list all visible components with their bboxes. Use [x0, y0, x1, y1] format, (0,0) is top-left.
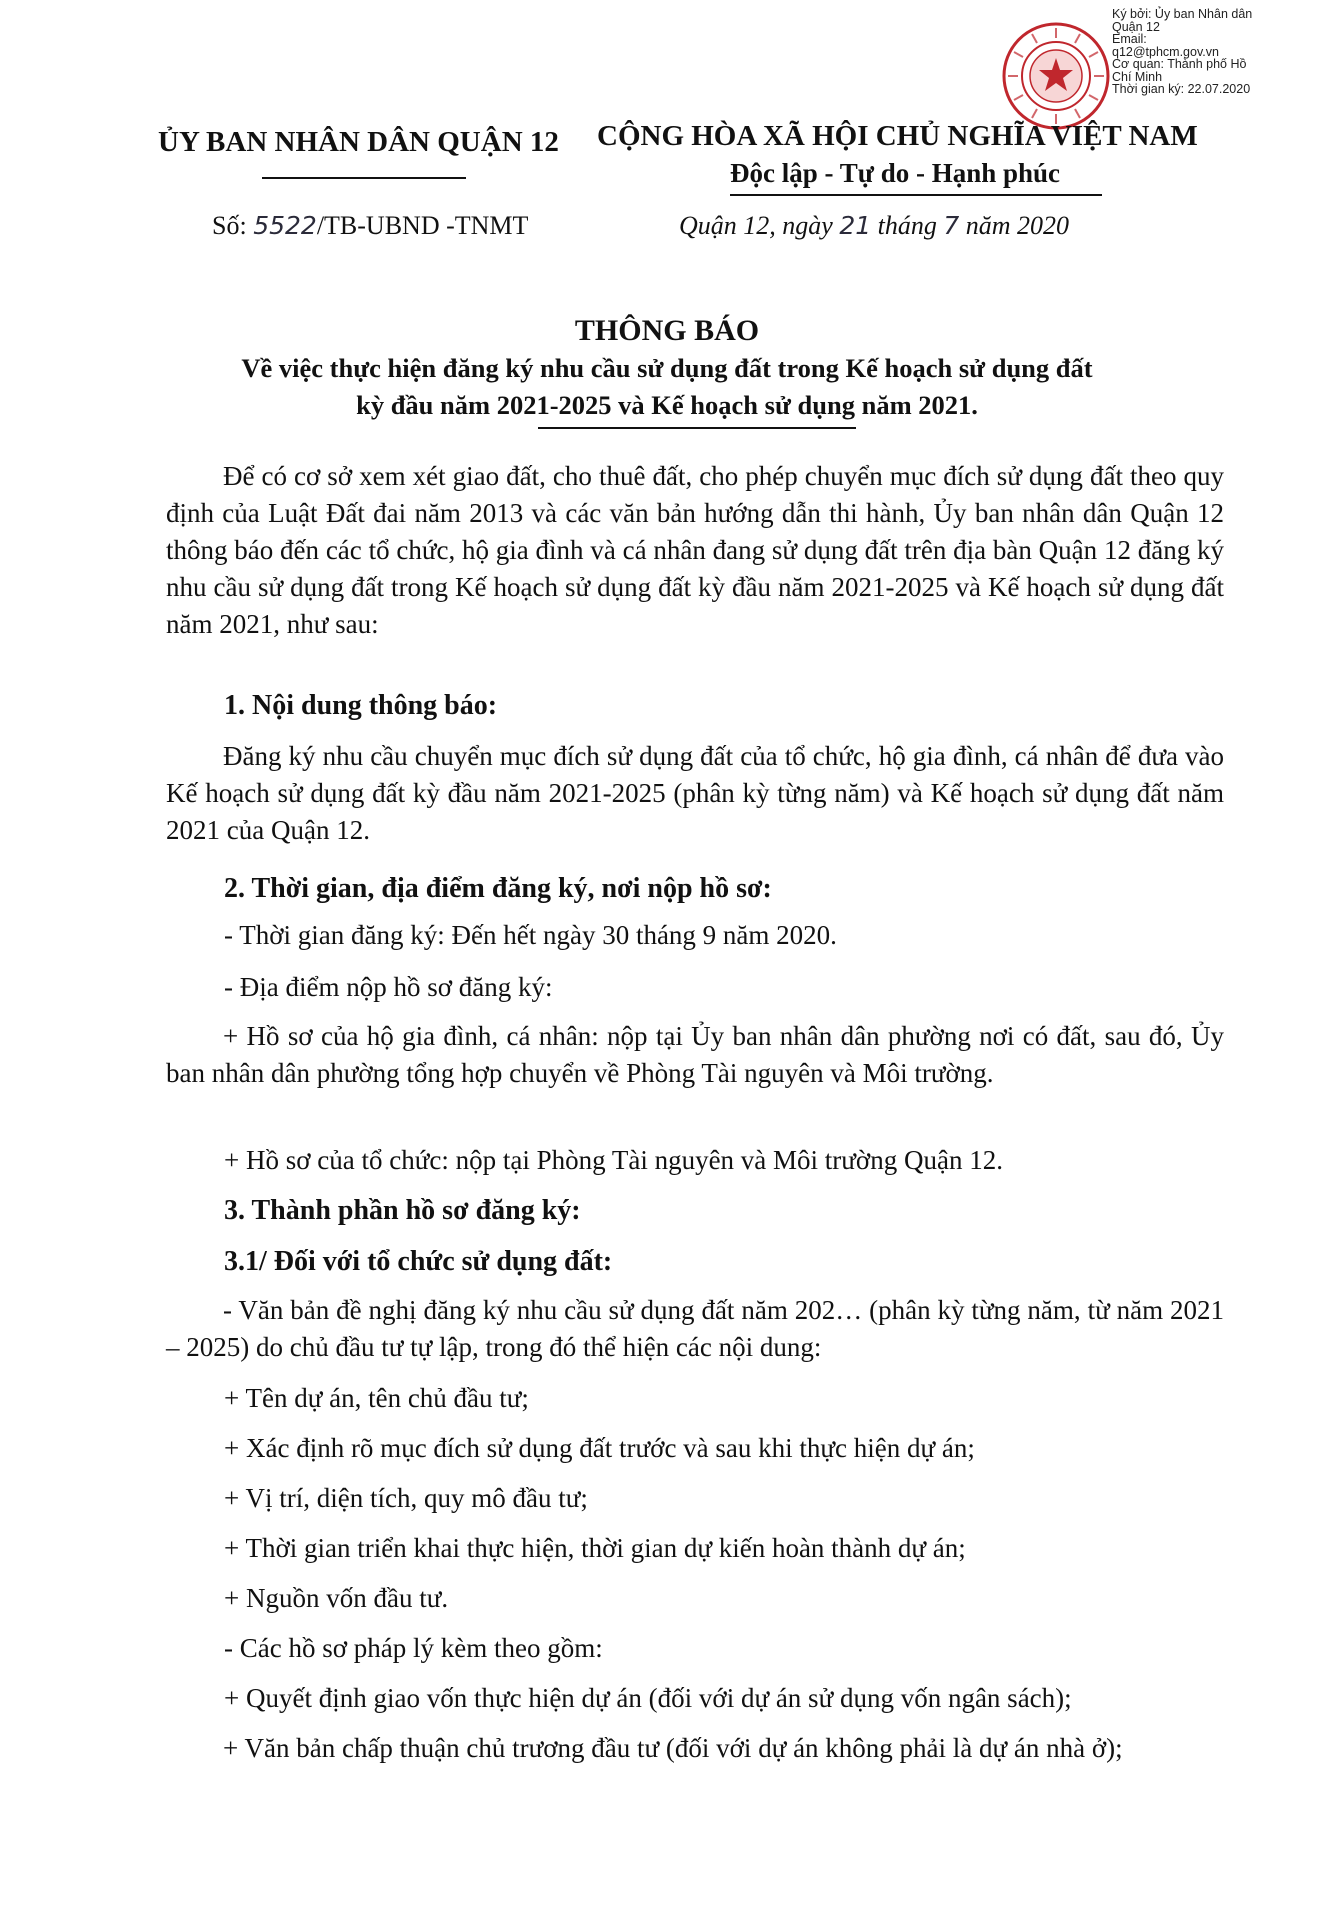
signature-line: Thời gian ký: 22.07.2020: [1112, 82, 1251, 96]
digital-signature-info: [1112, 8, 1327, 96]
national-motto: Độc lập - Tự do - Hạnh phúc: [730, 158, 1061, 188]
legal-documents-heading: - Các hồ sơ pháp lý kèm theo gồm:: [224, 1633, 603, 1663]
list-item: + Tên dự án, tên chủ đầu tư;: [224, 1383, 529, 1413]
submission-place: - Địa điểm nộp hồ sơ đăng ký:: [224, 972, 553, 1002]
legal-item: + Quyết định giao vốn thực hiện dự án (đối với dự án sử dụng vốn ngân sách);: [224, 1683, 1072, 1713]
section-1-heading: 1. Nội dung thông báo:: [224, 690, 498, 721]
nation-name: CỘNG HÒA XÃ HỘI CHỦ NGHĨA VIỆT NAM: [597, 120, 1198, 152]
legal-item: + Văn bản chấp thuận chủ trương đầu tư (đối với dự án không phải là dự án nhà ở);: [223, 1733, 1123, 1763]
section-3-1-heading: 3.1/ Đối với tổ chức sử dụng đất:: [224, 1246, 613, 1277]
signature-line: Chí Minh: [1112, 69, 1163, 84]
registration-time: - Thời gian đăng ký: Đến hết ngày 30 tháng 9 năm 2020.: [224, 920, 837, 950]
handwritten-month: 7: [943, 211, 960, 240]
document-title: THÔNG BÁO: [574, 314, 760, 347]
document-number: Số: 5522/TB-UBND -TNMT: [212, 211, 529, 240]
list-item: + Xác định rõ mục đích sử dụng đất trước và sau khi thực hiện dự án;: [224, 1433, 975, 1463]
list-item: + Nguồn vốn đầu tư.: [224, 1583, 449, 1613]
section-3-heading: 3. Thành phần hồ sơ đăng ký:: [224, 1195, 581, 1226]
organization-submission: + Hồ sơ của tổ chức: nộp tại Phòng Tài nguyên và Môi trường Quận 12.: [224, 1145, 1003, 1175]
section-1-text: Đăng ký nhu cầu chuyển mục đích sử dụng đất của tổ chức, hộ gia đình, cá nhân để đưa vào Kế hoạch sử dụng đất kỳ đầu năm 2021-2025 (phân kỳ từng năm) và Kế hoạch sử dụng đất năm 2021 của Quận 12.: [166, 741, 1224, 845]
household-submission: + Hồ sơ của hộ gia đình, cá nhân: nộp tại Ủy ban nhân dân phường nơi có đất, sau đó, Ủy ban nhân dân phường tổng hợp chuyển về Phòng Tài nguyên và Môi trường.: [166, 1021, 1224, 1088]
state-seal-stamp: [1000, 20, 1112, 132]
motto-underline: [730, 194, 1102, 196]
handwritten-number: 5522: [253, 211, 317, 240]
signature-line: Quận 12: [1112, 19, 1160, 34]
signature-line: Cơ quan: Thành phố Hồ: [1112, 57, 1247, 71]
list-item: + Thời gian triển khai thực hiện, thời gian dự kiến hoàn thành dự án;: [224, 1533, 966, 1563]
document-subtitle-line2: kỳ đầu năm 2021-2025 và Kế hoạch sử dụng năm 2021.: [356, 390, 978, 420]
signature-line: Email:: [1112, 32, 1147, 46]
authority-underline: [262, 177, 466, 179]
signature-line: Ký bởi: Ủy ban Nhân dân: [1112, 7, 1253, 21]
proposal-document: - Văn bản đề nghị đăng ký nhu cầu sử dụng đất năm 202… (phân kỳ từng năm, từ năm 2021 – 2025) do chủ đầu tư tự lập, trong đó thể hiện các nội dung:: [166, 1295, 1224, 1362]
document-subtitle-line1: Về việc thực hiện đăng ký nhu cầu sử dụng đất trong Kế hoạch sử dụng đất: [241, 353, 1093, 383]
list-item: + Vị trí, diện tích, quy mô đầu tư;: [224, 1483, 588, 1513]
signature-line: q12@tphcm.gov.vn: [1112, 44, 1219, 59]
handwritten-day: 21: [839, 211, 872, 240]
section-2-heading: 2. Thời gian, địa điểm đăng ký, nơi nộp hồ sơ:: [224, 873, 772, 904]
issuing-authority: ỦY BAN NHÂN DÂN QUẬN 12: [158, 126, 559, 158]
subtitle-underline: [538, 427, 856, 429]
intro-paragraph: Để có cơ sở xem xét giao đất, cho thuê đất, cho phép chuyển mục đích sử dụng đất theo quy định của Luật Đất đai năm 2013 và các văn bản hướng dẫn thi hành, Ủy ban nhân dân Quận 12 thông báo đến các tổ chức, hộ gia đình và cá nhân đang sử dụng đất trên địa bàn Quận 12 đăng ký nhu cầu sử dụng đất trong Kế hoạch sử dụng đất kỳ đầu năm 2021-2025 và Kế hoạch sử dụng đất năm 2021, như sau:: [166, 461, 1224, 639]
issue-date: Quận 12, ngày 21 tháng 7 năm 2020: [679, 211, 1070, 240]
